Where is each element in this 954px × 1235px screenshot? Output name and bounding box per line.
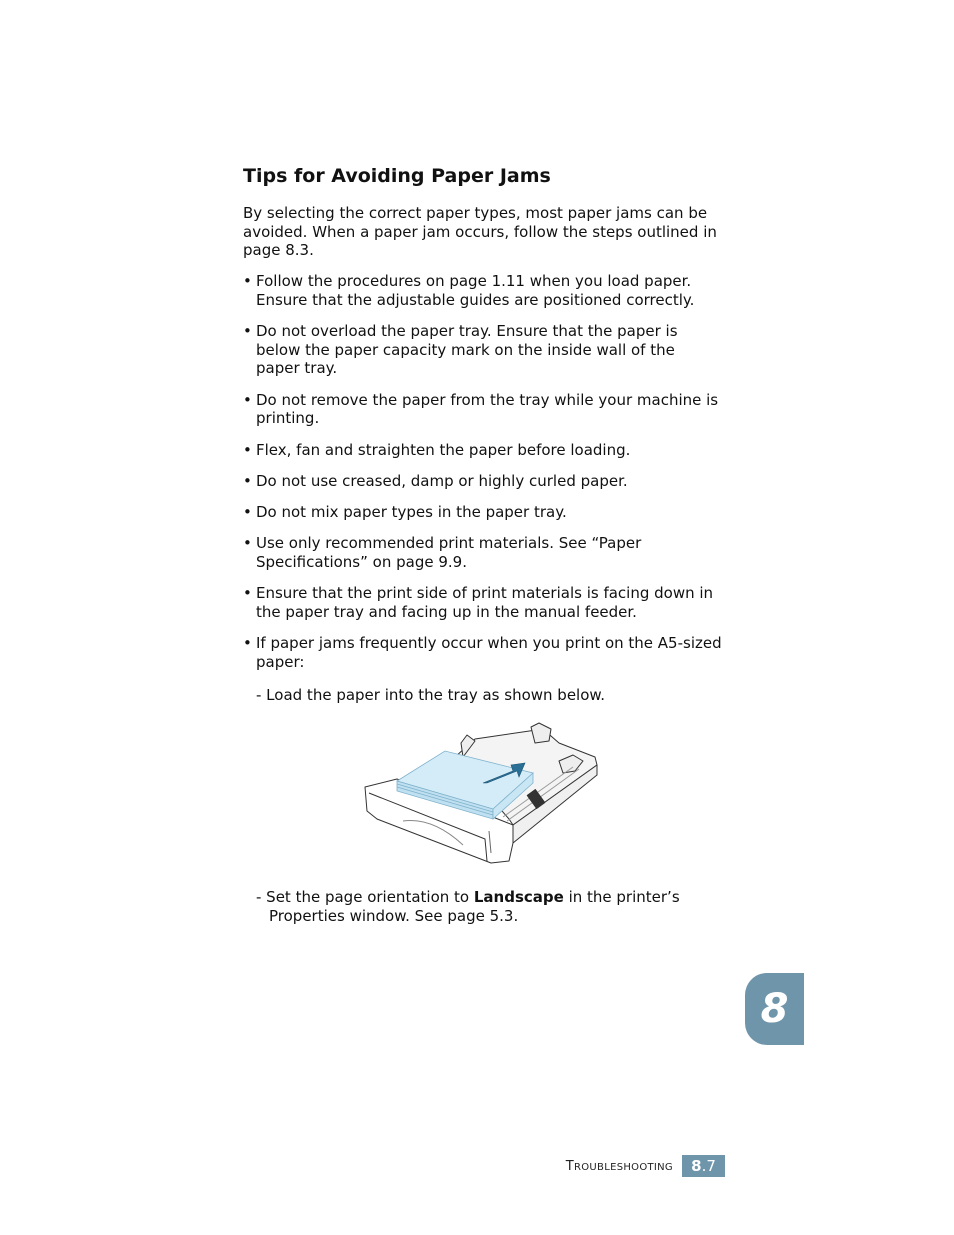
- bullet: •: [243, 272, 252, 291]
- bullet: •: [243, 322, 252, 341]
- list-item: [243, 391, 723, 428]
- tips-list: [243, 272, 723, 671]
- bullet: •: [243, 502, 252, 521]
- step-text: - Set the page orientation to: [256, 888, 474, 907]
- list-item: [243, 534, 723, 571]
- list-item: [243, 584, 723, 621]
- page-content: [243, 164, 723, 925]
- tip-text: Do not mix paper types in the paper tray.: [256, 502, 567, 521]
- tip-text: Use only recommended print materials. See “Paper Specifications” on page 9.9.: [256, 534, 642, 571]
- section-initial: T: [565, 1158, 574, 1174]
- bullet: •: [243, 390, 252, 409]
- intro-paragraph: By selecting the correct paper types, most paper jams can be avoided. When a paper jam occurs, follow the steps outlined in page 8.3.: [243, 204, 717, 260]
- tip-text: Do not remove the paper from the tray while your machine is printing.: [256, 390, 719, 428]
- sub-step-load-paper: - Load the paper into the tray as shown below.: [256, 686, 606, 705]
- tip-text: Ensure that the print side of print materials is facing down in the paper tray and facing up in the manual feeder.: [256, 584, 714, 621]
- tip-text: If paper jams frequently occur when you print on the A5-sized paper:: [256, 633, 722, 671]
- page-sub: .7: [701, 1157, 716, 1175]
- page-number: [682, 1155, 725, 1177]
- tip-text: Flex, fan and straighten the paper before loading.: [256, 440, 631, 459]
- bullet: •: [243, 633, 252, 652]
- list-item: [243, 322, 723, 378]
- page-footer: [555, 1155, 725, 1177]
- step-text: in the printer’s Properties window. See page 5.3.: [269, 888, 680, 925]
- page-chapter: 8: [691, 1157, 702, 1175]
- bullet: •: [243, 534, 252, 553]
- list-item: [243, 472, 723, 491]
- bullet: •: [243, 584, 252, 603]
- section-heading: Tips for Avoiding Paper Jams: [243, 165, 551, 187]
- list-item: [243, 634, 723, 671]
- tip-text: Do not overload the paper tray. Ensure that the paper is below the paper capacity mark on the inside wall of the paper tray.: [256, 322, 678, 378]
- sub-step-orientation: [256, 888, 723, 925]
- paper-tray-icon: [363, 721, 599, 866]
- footer-section-title: [566, 1159, 673, 1174]
- list-item: [243, 441, 723, 460]
- bullet: •: [243, 440, 252, 459]
- landscape-term: Landscape: [473, 888, 564, 907]
- tip-text: Do not use creased, damp or highly curled paper.: [256, 471, 628, 490]
- list-item: [243, 272, 723, 309]
- bullet: •: [243, 471, 252, 490]
- list-item: [243, 503, 723, 522]
- section-rest: ROUBLESHOOTING: [574, 1161, 673, 1173]
- chapter-tab: 8: [745, 973, 804, 1045]
- paper-tray-illustration: [363, 721, 599, 866]
- tip-text: Follow the procedures on page 1.11 when you load paper. Ensure that the adjustable guides are positioned correctly.: [256, 272, 695, 309]
